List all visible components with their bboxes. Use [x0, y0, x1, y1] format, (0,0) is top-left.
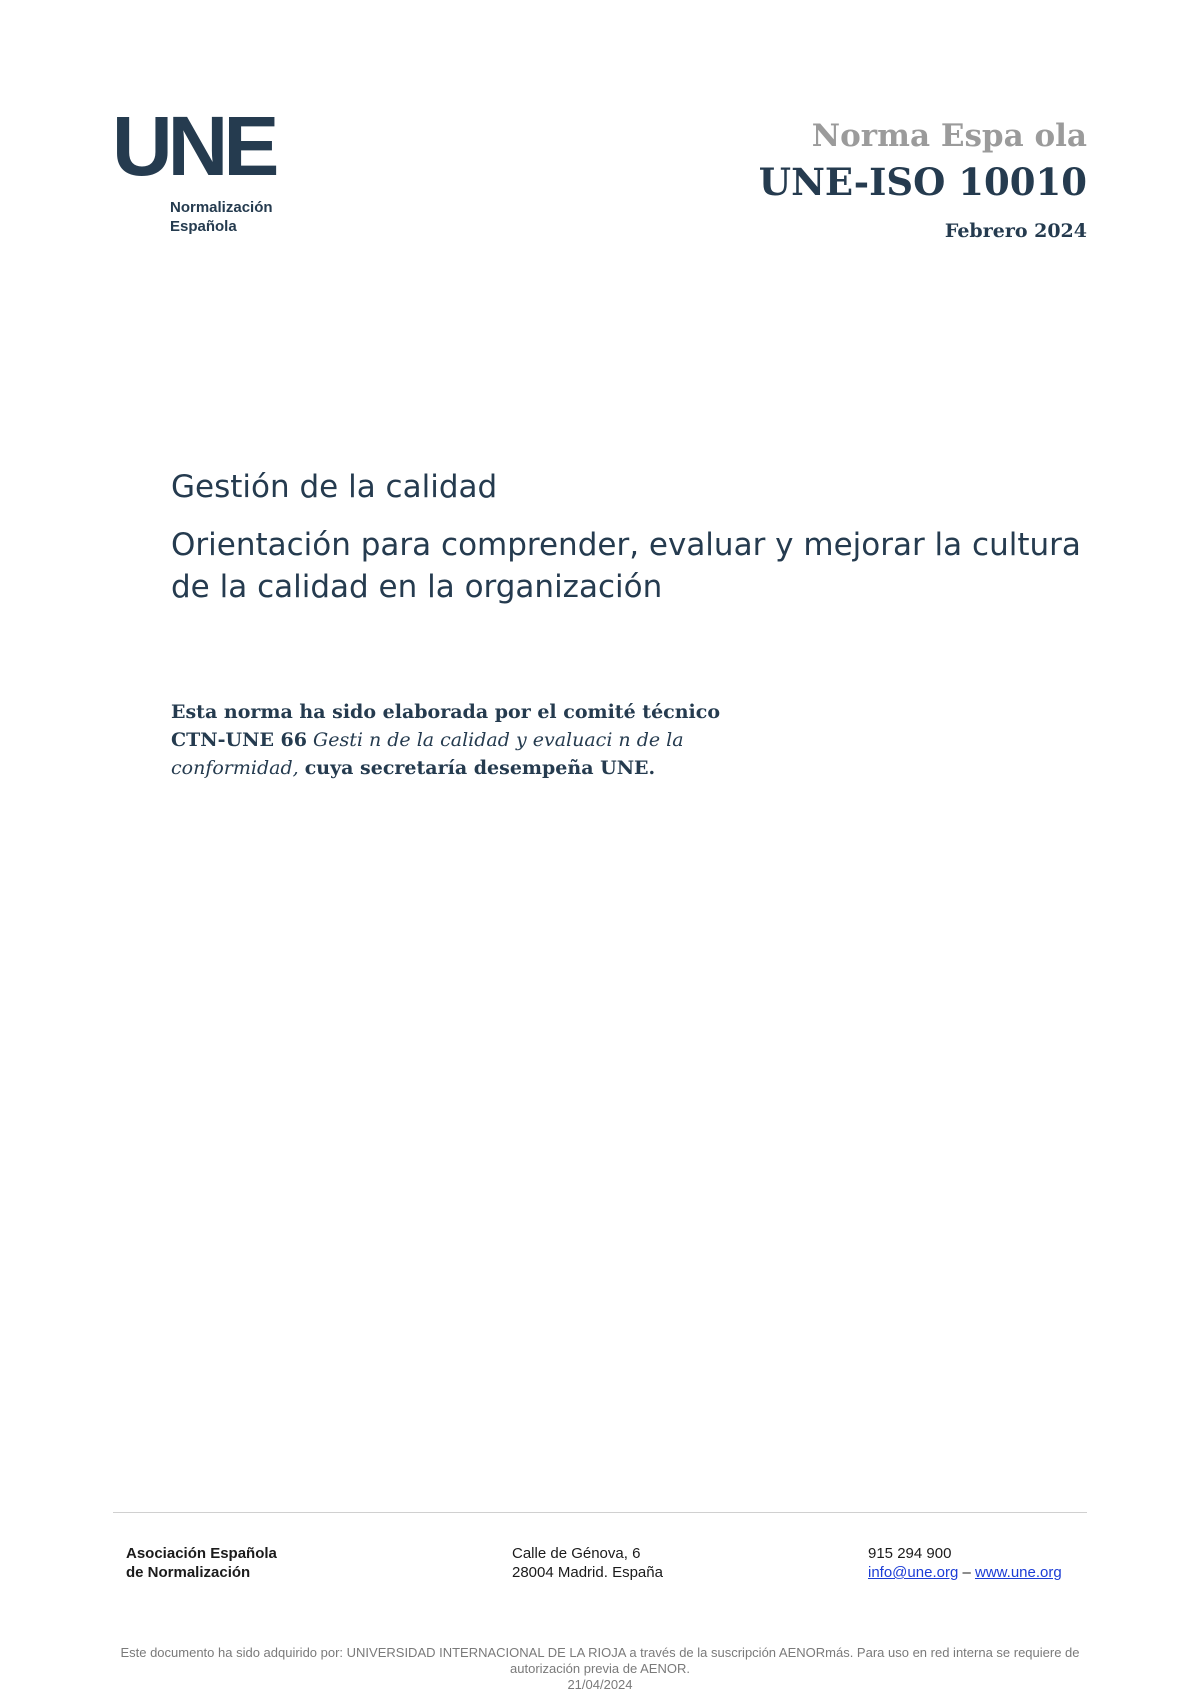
- footer-org-line2: de Normalización: [126, 1564, 251, 1581]
- document-subtitle-line1: Orientación para comprender, evaluar y mejorar la cultura: [171, 527, 1081, 563]
- footer-website-link[interactable]: www.une.org: [974, 1564, 1062, 1581]
- committee-name-part1: Gesti n de la calidad y evaluaci n de la: [313, 729, 684, 751]
- norma-date: Febrero 2024: [944, 220, 1087, 242]
- footer-phone: 915 294 900: [868, 1545, 952, 1562]
- logo-subtitle-line2: Española: [170, 218, 237, 235]
- footer-organization: [126, 1544, 277, 1582]
- disclaimer-line2: autorización previa de AENOR.: [510, 1661, 690, 1676]
- une-logo-subtitle: [170, 198, 292, 236]
- footer-addr-line2: 28004 Madrid. España: [512, 1564, 663, 1581]
- disclaimer-date: 21/04/2024: [567, 1677, 633, 1692]
- norma-code: UNE-ISO 10010: [758, 160, 1087, 204]
- committee-name-part2: conformidad,: [171, 757, 299, 779]
- committee-suffix: cuya secretaría desempeña UNE.: [304, 757, 656, 779]
- footer-org-line1: Asociación Española: [126, 1545, 277, 1562]
- footer-addr-line1: Calle de Génova, 6: [512, 1545, 641, 1562]
- committee-line1: Esta norma ha sido elaborada por el comité técnico: [171, 701, 720, 723]
- norma-label: Norma Espa ola: [811, 118, 1087, 154]
- footer-email-link[interactable]: info@une.org: [868, 1564, 959, 1581]
- footer-contact: [868, 1544, 1062, 1582]
- footer-address: [512, 1544, 663, 1582]
- document-title: Gestión de la calidad: [171, 469, 498, 505]
- une-logo-mark: UNE: [112, 99, 275, 193]
- committee-code: CTN-UNE 66: [171, 729, 307, 751]
- logo-subtitle-line1: Normalización: [170, 199, 273, 216]
- une-logo: [112, 99, 292, 236]
- document-subtitle-line2: de la calidad en la organización: [171, 569, 663, 605]
- acquisition-disclaimer: [70, 1645, 1130, 1693]
- standard-header: [759, 116, 1087, 246]
- committee-statement: [171, 698, 731, 782]
- footer-contact-separator: –: [962, 1564, 971, 1581]
- disclaimer-line1: Este documento ha sido adquirido por: UNIVERSIDAD INTERNACIONAL DE LA RIOJA a través de la suscripción AENORmás. Para uso en red interna se requiere de: [120, 1645, 1080, 1660]
- footer-divider: [113, 1512, 1087, 1513]
- document-subtitle: [171, 524, 1091, 608]
- document-title-block: [171, 466, 1091, 608]
